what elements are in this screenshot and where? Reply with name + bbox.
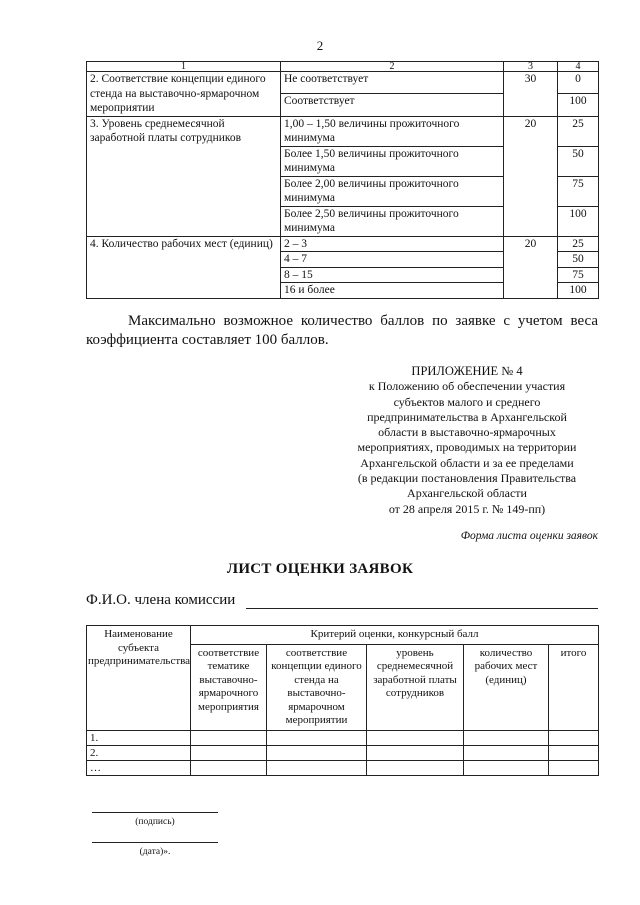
header-cell: 4 [558,62,599,72]
option-cell: Более 2,50 величины прожиточного минимума [281,206,504,236]
form-note: Форма листа оценки заявок [460,530,598,542]
table-row [87,760,599,775]
document-title: ЛИСТ ОЦЕНКИ ЗАЯВОК [226,561,414,577]
criteria-group-header: Критерий оценки, конкурсный балл [191,626,599,645]
appendix-block [336,364,598,517]
score-cell: 50 [558,252,599,268]
criterion-column-header: уровень среднемесячной заработной платы сотрудников [367,644,464,730]
appendix-title: ПРИЛОЖЕНИЕ № 4 [411,364,523,378]
score-cell: 100 [558,206,599,236]
option-cell: Не соответствует [281,72,504,94]
option-cell: 1,00 – 1,50 величины прожиточного минимума [281,116,504,146]
criterion-cell: 4. Количество рабочих мест (единиц) [87,236,281,298]
evaluation-table [86,625,599,776]
criterion-cell: 3. Уровень среднемесячной заработной платы сотрудников [87,116,281,236]
criterion-column-header: соответствие концепции единого стенда на выставочно-ярмарочном мероприятии [267,644,367,730]
option-cell: Соответствует [281,94,504,116]
empty-cell [267,730,367,745]
empty-cell [549,730,599,745]
score-cell: 75 [558,176,599,206]
max-score-paragraph: Максимально возможное количество баллов по заявке с учетом веса коэффициента составляет 100 баллов. [86,313,598,348]
empty-cell [191,760,267,775]
appendix-line: предпринимательства в Архангельской [367,409,567,424]
option-cell: Более 2,00 величины прожиточного минимума [281,176,504,206]
empty-cell [464,730,549,745]
empty-cell [549,745,599,760]
header-cell: 1 [87,62,281,72]
empty-cell [191,745,267,760]
row-number: 2. [87,745,191,760]
total-column-header: итого [549,644,599,730]
weight-cell: 20 [504,116,558,236]
score-cell: 100 [558,94,599,116]
score-cell: 25 [558,116,599,146]
fio-blank-line [246,608,598,609]
table-row [87,745,599,760]
appendix-line: Архангельской области и за ее пределами [360,455,574,470]
option-cell: 4 – 7 [281,252,504,268]
date-line [92,842,218,843]
score-cell: 75 [558,267,599,283]
criteria-table [86,61,599,299]
appendix-line: Архангельской области [407,486,527,501]
appendix-line: мероприятиях, проводимых на территории [357,440,577,455]
fio-label: Ф.И.О. члена комиссии [86,592,236,608]
table-row [87,116,599,146]
score-cell: 25 [558,236,599,252]
weight-cell: 30 [504,72,558,117]
signature-label: (подпись) [135,817,175,827]
table-row [87,236,599,252]
empty-cell [464,760,549,775]
appendix-line: области в выставочно-ярмарочных [378,425,556,440]
score-cell: 50 [558,146,599,176]
page-number: 2 [316,38,324,53]
empty-cell [549,760,599,775]
empty-cell [191,730,267,745]
empty-cell [464,745,549,760]
option-cell: 16 и более [281,283,504,299]
criterion-column-header: количество рабочих мест (единиц) [464,644,549,730]
weight-cell: 20 [504,236,558,298]
signature-line [92,812,218,813]
row-number: 1. [87,730,191,745]
header-cell: 3 [504,62,558,72]
score-cell: 100 [558,283,599,299]
empty-cell [367,760,464,775]
option-cell: Более 1,50 величины прожиточного минимума [281,146,504,176]
table-row [87,730,599,745]
row-number: … [87,760,191,775]
appendix-line: от 28 апреля 2015 г. № 149-пп) [388,501,546,516]
option-cell: 2 – 3 [281,236,504,252]
option-cell: 8 – 15 [281,267,504,283]
criterion-column-header: соответствие тематике выставочно-ярмарочного мероприятия [191,644,267,730]
empty-cell [267,760,367,775]
appendix-line: (в редакции постановления Правительства [357,471,577,486]
subject-header: Наименование субъекта предпринимательства [87,626,191,731]
empty-cell [267,745,367,760]
date-label: (дата)». [139,847,171,857]
eval-header-row [87,626,599,645]
table-row [87,72,599,94]
criterion-cell: 2. Соответствие концепции единого стенда на выставочно-ярмарочном мероприятии [87,72,281,117]
score-cell: 0 [558,72,599,94]
empty-cell [367,745,464,760]
header-cell: 2 [281,62,504,72]
appendix-line: к Положению об обеспечении участия [368,379,566,394]
appendix-line: субъектов малого и среднего [393,394,541,409]
criteria-table-header [87,62,599,72]
empty-cell [367,730,464,745]
